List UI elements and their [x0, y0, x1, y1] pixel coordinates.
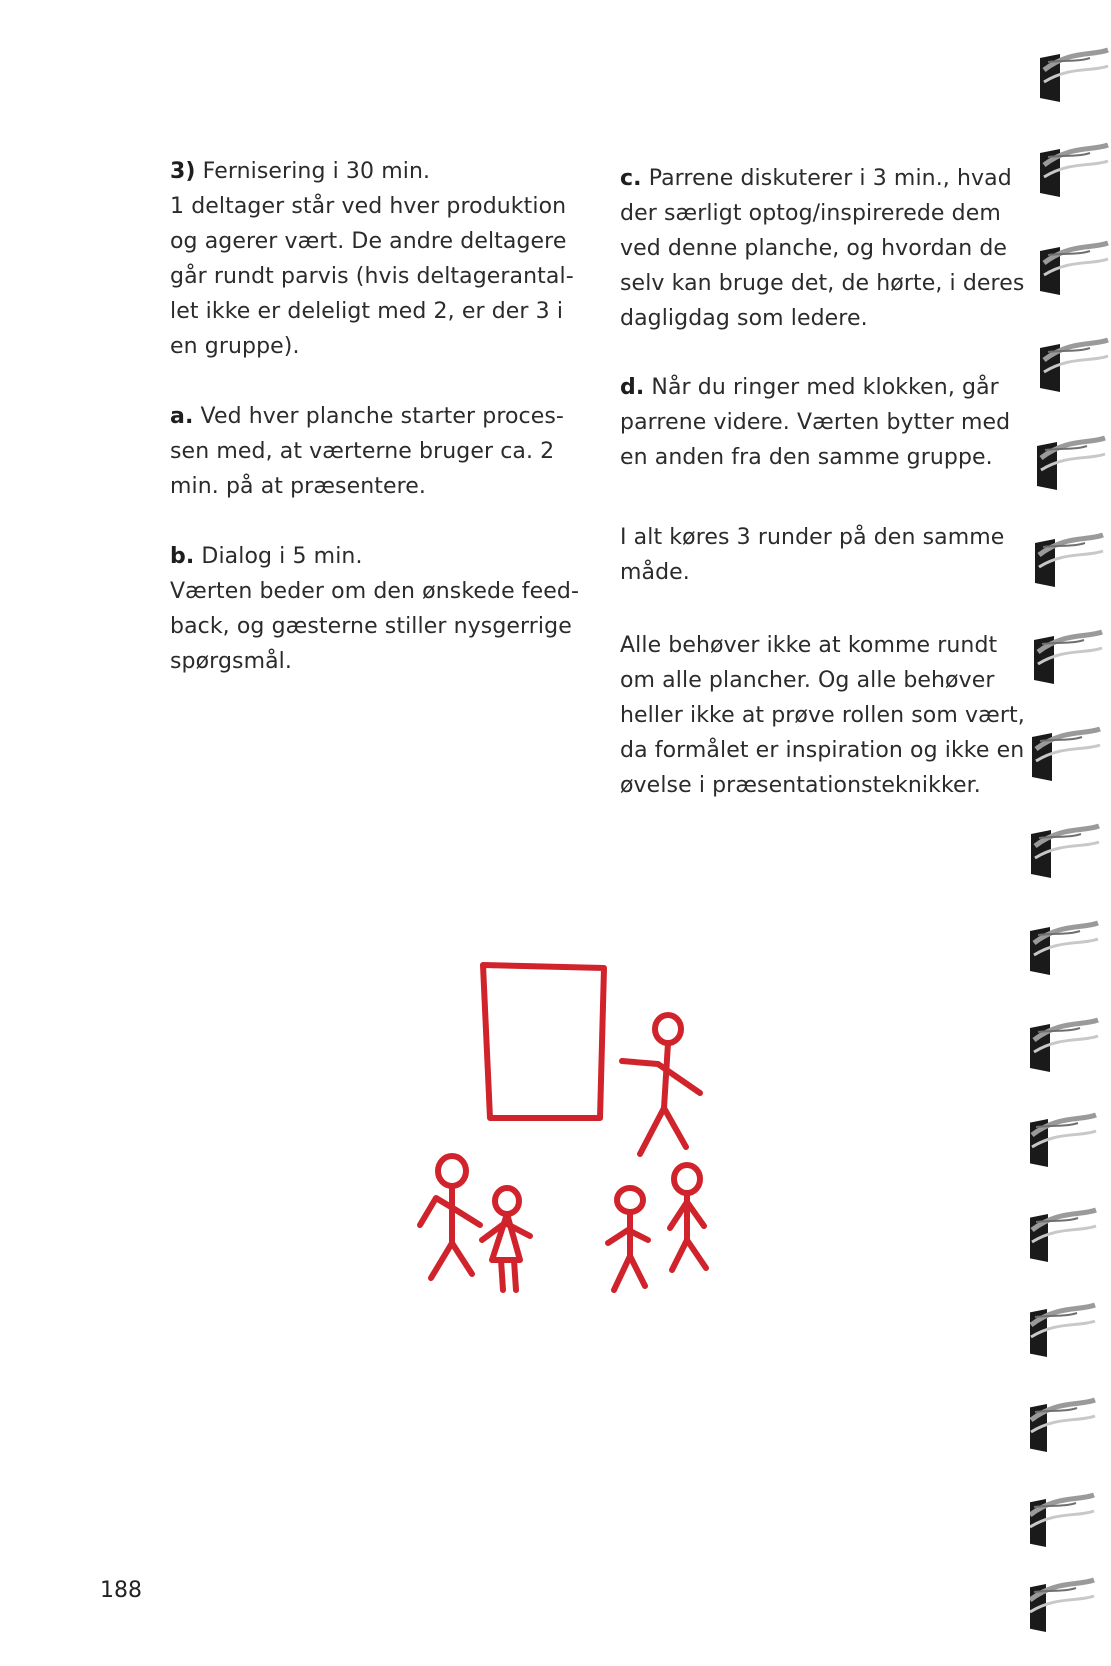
host-figure-icon	[622, 1015, 700, 1154]
step-c-line: ved denne planche, og hvordan de	[620, 236, 1008, 261]
step-d-label: d.	[620, 375, 645, 400]
step-3-label: 3)	[170, 159, 196, 184]
step-c-line: der særligt optog/inspirerede dem	[620, 201, 1001, 226]
step-c-first-line	[620, 161, 1015, 196]
note-line: Alle behøver ikke at komme rundt	[620, 633, 998, 658]
stick-figures-at-poster-icon	[390, 940, 730, 1360]
step-a-label: a.	[170, 404, 194, 429]
guest-figure-icon	[420, 1156, 480, 1278]
step-3-line: en gruppe).	[170, 334, 300, 359]
guest-figure-icon	[608, 1188, 648, 1290]
left-column	[170, 154, 580, 679]
spiral-coils	[1030, 50, 1108, 1632]
guest-figure-icon	[482, 1188, 530, 1290]
poster-icon	[483, 965, 604, 1118]
step-3	[170, 154, 574, 364]
step-a	[170, 399, 564, 504]
step-c-label: c.	[620, 166, 642, 191]
step-3-heading	[170, 154, 560, 189]
step-a-text: Ved hver planche starter proces-	[193, 404, 564, 429]
step-b-label: b.	[170, 544, 195, 569]
step-d-line: parrene videre. Værten bytter med	[620, 410, 1011, 435]
step-d-first-line	[620, 370, 1015, 405]
note-line: om alle plancher. Og alle behøver	[620, 668, 995, 693]
right-column	[620, 161, 1025, 803]
step-a-line: sen med, at værterne bruger ca. 2	[170, 439, 555, 464]
step-3-line: let ikke er deleligt med 2, er der 3 i	[170, 299, 564, 324]
rounds-line: måde.	[620, 560, 690, 585]
step-b-line: Værten beder om den ønskede feed-	[170, 579, 580, 604]
step-c-line: selv kan bruge det, de hørte, i deres	[620, 271, 1025, 296]
step-b-title: Dialog i 5 min.	[194, 544, 363, 569]
note-paragraph	[620, 628, 1025, 803]
guest-figure-icon	[670, 1165, 706, 1270]
step-b-heading	[170, 539, 560, 574]
rounds-paragraph	[620, 520, 1015, 590]
step-3-line: og agerer vært. De andre deltagere	[170, 229, 567, 254]
step-c-line: dagligdag som ledere.	[620, 306, 868, 331]
note-line: da formålet er inspiration og ikke en	[620, 738, 1025, 763]
step-d	[620, 370, 1015, 475]
page-number: 188	[100, 1578, 142, 1603]
step-3-title: Fernisering i 30 min.	[195, 159, 431, 184]
step-a-first-line	[170, 399, 564, 434]
step-b	[170, 539, 580, 679]
note-line: øvelse i præsentationsteknikker.	[620, 773, 981, 798]
note-line: heller ikke at prøve rollen som vært,	[620, 703, 1025, 728]
step-a-line: min. på at præsentere.	[170, 474, 427, 499]
step-d-text: Når du ringer med klokken, går	[644, 375, 999, 400]
step-3-line: 1 deltager står ved hver produktion	[170, 194, 567, 219]
step-3-line: går rundt parvis (hvis deltagerantal-	[170, 264, 574, 289]
step-b-line: back, og gæsterne stiller nysgerrige	[170, 614, 572, 639]
step-b-line: spørgsmål.	[170, 649, 292, 674]
rounds-line: I alt køres 3 runder på den samme	[620, 525, 1005, 550]
spiral-binding-icon	[1030, 0, 1111, 1666]
step-c	[620, 161, 1025, 336]
step-d-line: en anden fra den samme gruppe.	[620, 445, 993, 470]
step-c-text: Parrene diskuterer i 3 min., hvad	[641, 166, 1012, 191]
